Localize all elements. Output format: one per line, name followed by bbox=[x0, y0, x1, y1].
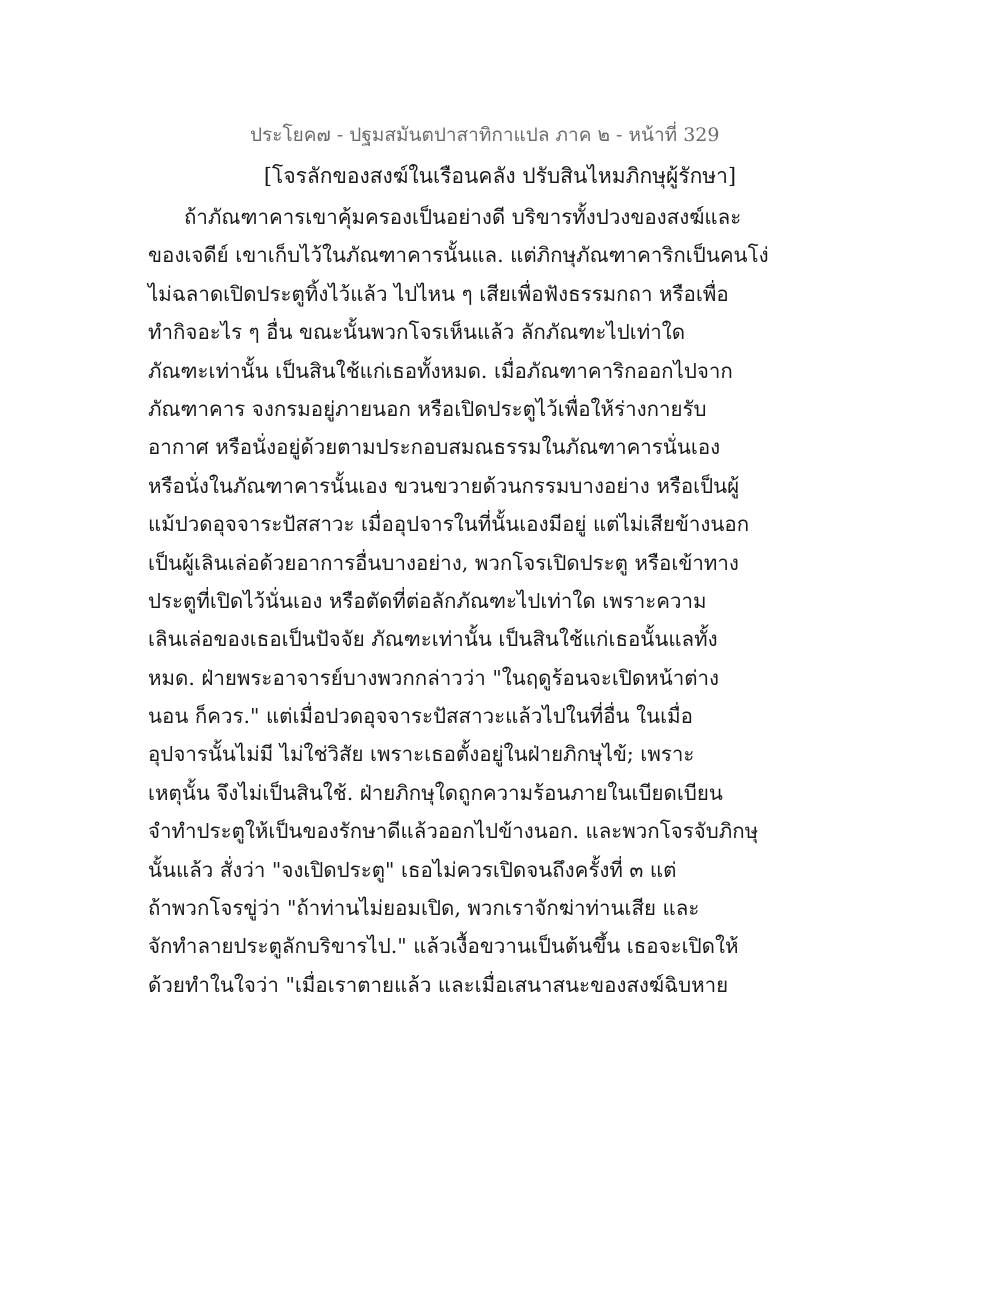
body-line: แม้ปวดอุจจาระปัสสาวะ เมื่ออุปจารในที่นั้นเองมีอยู่ แต่ไม่เสียข้างนอก bbox=[148, 512, 750, 537]
body-line: จำทำประตูให้เป็นของรักษาดีแล้วออกไปข้างนอก. และพวกโจรจับภิกษุ bbox=[148, 819, 759, 844]
running-header: ประโยค๗ - ปฐมสมันตปาสาทิกาแปล ภาค ๒ - หน้าที่ 329 bbox=[250, 124, 720, 146]
body-line: เหตุนั้น จึงไม่เป็นสินใช้. ฝ่ายภิกษุใดถูกความร้อนภายในเบียดเบียน bbox=[148, 780, 723, 805]
body-line: นอน ก็ควร." แต่เมื่อปวดอุจจาระปัสสาวะแล้วไปในที่อื่น ในเมื่อ bbox=[148, 704, 693, 729]
body-line: ด้วยทำในใจว่า "เมื่อเราตายแล้ว และเมื่อเสนาสนะของสงฆ์ฉิบหาย bbox=[148, 972, 729, 997]
body-line: ของเจดีย์ เขาเก็บไว้ในภัณฑาคารนั้นแล. แต่ภิกษุภัณฑาคาริกเป็นคนโง่ bbox=[148, 243, 769, 268]
body-line: จักทำลายประตูลักบริขารไป." แล้วเงื้อขวานเป็นต้นขึ้น เธอจะเปิดให้ bbox=[148, 934, 739, 959]
body-line: ถ้าพวกโจรขู่ว่า "ถ้าท่านไม่ยอมเปิด, พวกเราจักฆ่าท่านเสีย และ bbox=[148, 896, 700, 921]
body-line: หมด. ฝ่ายพระอาจารย์บางพวกกล่าวว่า "ในฤดูร้อนจะเปิดหน้าต่าง bbox=[148, 665, 720, 690]
body-line: ภัณฑะเท่านั้น เป็นสินใช้แก่เธอทั้งหมด. เมื่อภัณฑาคาริกออกไปจาก bbox=[148, 358, 733, 383]
body-line: อุปจารนั้นไม่มี ไม่ใช่วิสัย เพราะเธอตั้งอยู่ในฝ่ายภิกษุไข้; เพราะ bbox=[148, 742, 695, 767]
body-line: นั้นแล้ว สั่งว่า "จงเปิดประตู" เธอไม่ควรเปิดจนถึงครั้งที่ ๓ แต่ bbox=[148, 857, 677, 882]
body-line: เลินเล่อของเธอเป็นปัจจัย ภัณฑะเท่านั้น เป็นสินใช้แก่เธอนั้นแลทั้ง bbox=[148, 627, 718, 652]
body-line: ประตูที่เปิดไว้นั่นเอง หรือตัดที่ต่อลักภัณฑะไปเท่าใด เพราะความ bbox=[148, 588, 707, 613]
section-heading: [โจรลักของสงฆ์ในเรือนคลัง ปรับสินไหมภิกษุผู้รักษา] bbox=[263, 164, 737, 188]
body-line: ภัณฑาคาร จงกรมอยู่ภายนอก หรือเปิดประตูไว้เพื่อให้ร่างกายรับ bbox=[148, 396, 707, 421]
body-line: ถ้าภัณฑาคารเขาคุ้มครองเป็นอย่างดี บริขารทั้งปวงของสงฆ์และ bbox=[184, 205, 742, 229]
body-line: หรือนั่งในภัณฑาคารนั้นเอง ขวนขวายด้วนกรรมบางอย่าง หรือเป็นผู้ bbox=[148, 473, 740, 498]
body-line: ทำกิจอะไร ๆ อื่น ขณะนั้นพวกโจรเห็นแล้ว ลักภัณฑะไปเท่าใด bbox=[148, 320, 686, 345]
body-text bbox=[148, 198, 868, 1004]
body-line: อากาศ หรือนั่งอยู่ด้วยตามประกอบสมณธรรมในภัณฑาคารนั่นเอง bbox=[148, 435, 721, 460]
body-line: ไม่ฉลาดเปิดประตูทิ้งไว้แล้ว ไปไหน ๆ เสียเพื่อฟังธรรมกถา หรือเพื่อ bbox=[148, 281, 729, 306]
body-line: เป็นผู้เลินเล่อด้วยอาการอื่นบางอย่าง, พวกโจรเปิดประตู หรือเข้าทาง bbox=[148, 550, 739, 575]
